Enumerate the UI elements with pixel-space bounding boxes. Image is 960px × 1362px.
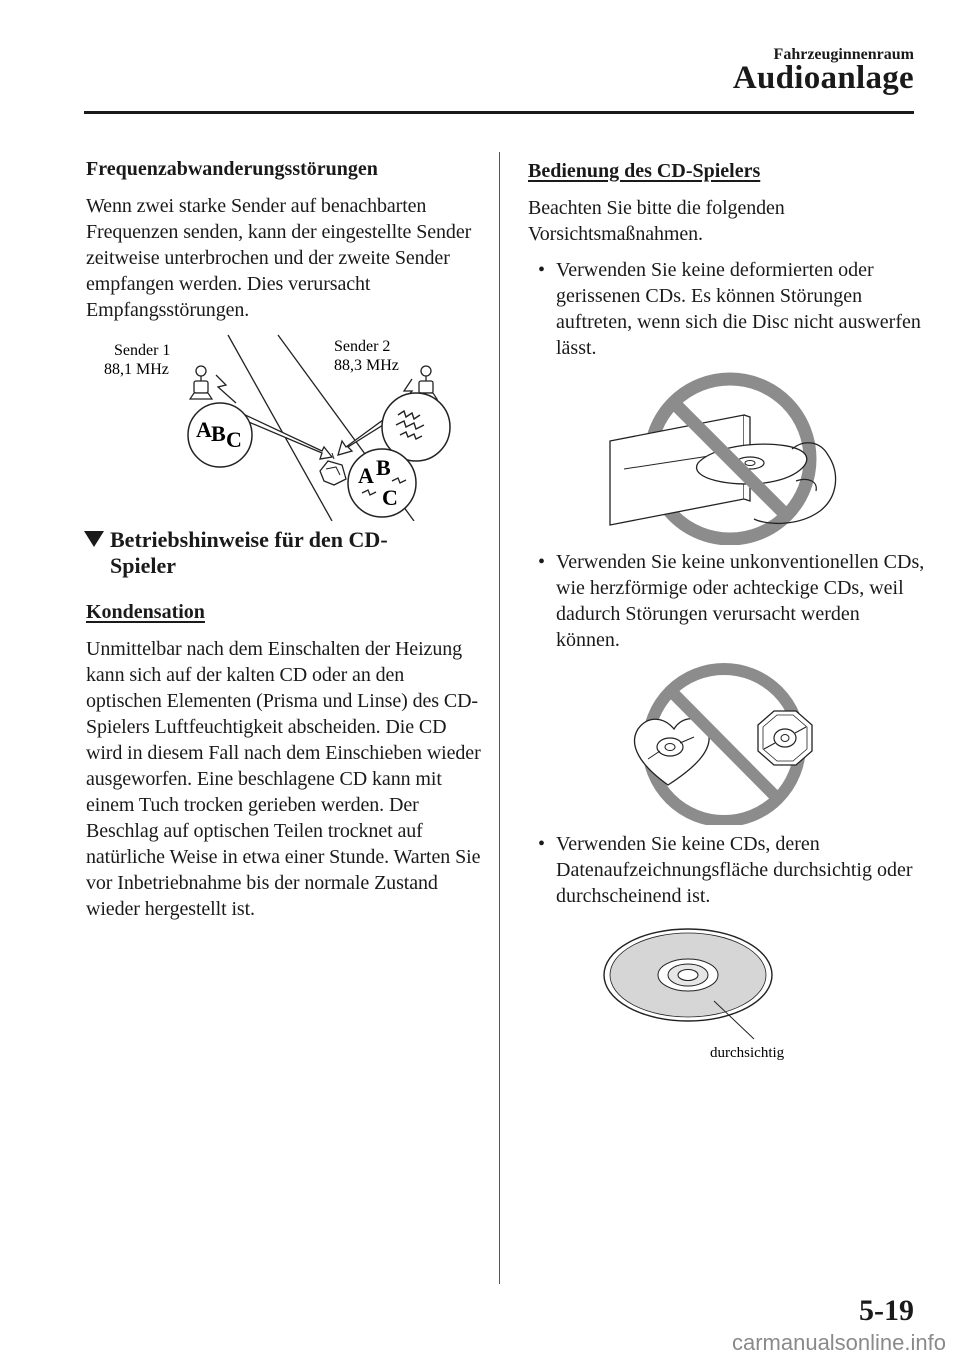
condensation-heading: Kondensation (86, 601, 205, 623)
svg-text:C: C (382, 485, 398, 510)
station1-frequency: 88,1 MHz (104, 361, 169, 378)
station2-name: Sender 2 (334, 338, 391, 355)
bullet-transparent-cds (534, 831, 928, 909)
drift-heading: Frequenzabwanderungsstörungen (86, 158, 378, 180)
right-column (528, 152, 928, 1067)
bullet-mark: • (538, 833, 546, 855)
octagonal-cd-icon (758, 711, 812, 765)
header-divider (84, 111, 914, 114)
transparent-label: durchsichtig (710, 1045, 785, 1061)
svg-text:A: A (358, 463, 374, 488)
svg-text:A: A (196, 417, 212, 442)
station1-name: Sender 1 (114, 342, 171, 359)
bullet-deformed-cds (534, 257, 928, 361)
watermark: carmanualsonline.info (731, 1330, 946, 1355)
section-heading-line1: Betriebshinweise für den CD- (110, 527, 388, 552)
cd-operation-intro: Beachten Sie bitte die folgenden Vorsichtsmaßnahmen. (528, 197, 785, 245)
transparent-cd-figure (528, 917, 928, 1067)
station2-frequency: 88,3 MHz (334, 357, 399, 374)
cd-operation-heading: Bedienung des CD-Spielers (528, 160, 761, 182)
column-divider (499, 152, 500, 1284)
svg-text:B: B (376, 455, 391, 480)
mixed-signal-bubble-icon (348, 449, 416, 517)
section-heading-line2: Spieler (110, 553, 176, 578)
antenna-1-icon (190, 366, 212, 399)
svg-text:B: B (211, 421, 226, 446)
page-number: 5-19 (859, 1294, 914, 1327)
shaped-cd-figure (528, 661, 928, 825)
cd-player-section-heading (84, 527, 484, 579)
bullet-text: Verwenden Sie keine deformierten oder gerissenen CDs. Es können Störungen auftreten, wenn sich die Disc nicht auswerfen lässt. (556, 259, 921, 359)
bullet-mark: • (538, 551, 546, 573)
section-triangle-icon (84, 531, 104, 547)
drift-paragraph: Wenn zwei starke Sender auf benachbarten Frequenzen senden, kann der eingestellte Sender zeitweise unterbrochen und der zweite Sender empfangen werden. Dies verursacht Empfangsstörungen. (86, 195, 472, 321)
bullet-unconventional-cds (534, 549, 928, 653)
abc-bubble-icon (188, 403, 252, 467)
bullet-text: Verwenden Sie keine unkonventionellen CDs, wie herzförmige oder achteckige CDs, weil dadurch Störungen verursacht werden können. (556, 551, 925, 651)
frequency-drift-figure (86, 333, 484, 521)
header-section-label: Fahrzeuginnenraum (773, 46, 914, 63)
svg-text:C: C (226, 427, 242, 452)
bullet-text: Verwenden Sie keine CDs, deren Datenaufzeichnungsfläche durchsichtig oder durchscheinend ist. (556, 833, 913, 907)
left-column (86, 152, 484, 932)
condensation-paragraph: Unmittelbar nach dem Einschalten der Heizung kann sich auf der kalten CD oder an den optischen Elementen (Prisma und Linse) des CD-Spielers Luftfeuchtigkeit abscheiden. Die CD wird in diesem Fall nach dem Einschieben wieder ausgeworfen. Eine beschlagene CD kann mit einem Tuch trocken gerieben werden. Der Beschlag auf optischen Teilen trocknet auf natürliche Weise in etwa einer Stunde. Warten Sie vor Inbetriebnahme bis der normale Zustand wieder hergestellt ist. (86, 638, 481, 920)
transparent-cd-icon (604, 929, 772, 1021)
deformed-cd-figure (528, 369, 928, 545)
page-title: Audioanlage (732, 60, 914, 96)
bullet-mark: • (538, 259, 546, 281)
